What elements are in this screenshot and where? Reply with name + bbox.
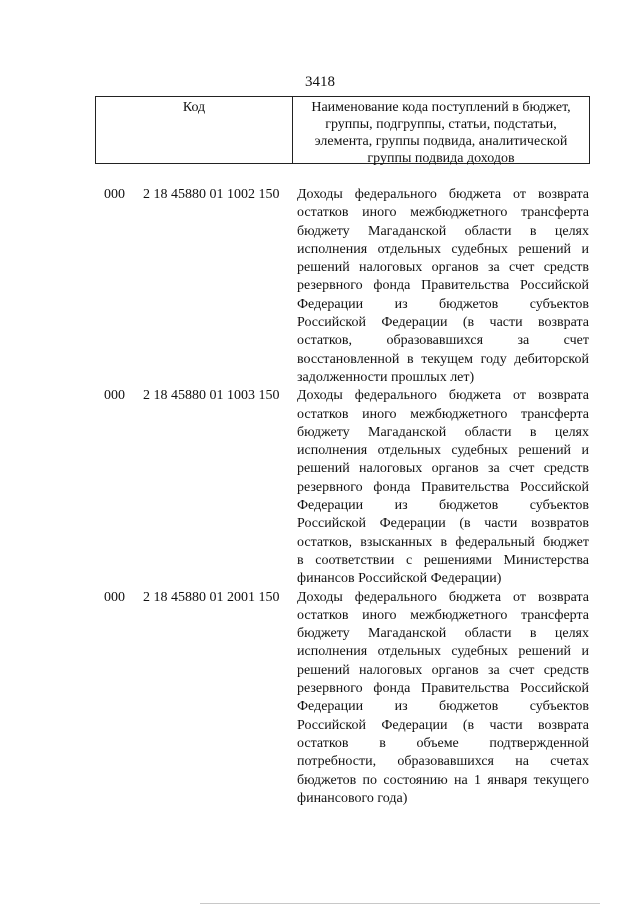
- entry-admin-code: 000: [104, 589, 125, 605]
- entry-description-line: резервного фонда Правительства Российской: [297, 278, 589, 294]
- entry-description: [297, 589, 589, 809]
- entry-description-line: Российской Федерации (в части возврата: [297, 717, 589, 733]
- entry-description-line: бюджету Магаданской области в целях: [297, 626, 589, 642]
- entry-description-line: бюджету Магаданской области в целях: [297, 223, 589, 239]
- entry-admin-code: 000: [104, 187, 125, 202]
- entry-description-line: исполнения отдельных судебных решений и: [297, 241, 589, 257]
- entry-admin-code: 000: [104, 388, 125, 404]
- entry-description-line: резервного фонда Правительства Российской: [297, 681, 589, 697]
- entry-description-line: остатков в объеме подтвержденной: [297, 735, 589, 751]
- entry-description-line: финансов Российской Федерации): [297, 571, 502, 587]
- entry-description-line: исполнения отдельных судебных решений и: [297, 443, 589, 459]
- entry-budget-code: 2 18 45880 01 1003 150: [143, 388, 280, 404]
- entry-description-line: бюджетов по состоянию на 1 января текущего: [297, 772, 589, 788]
- entry-description-line: Доходы федерального бюджета от возврата: [297, 388, 589, 404]
- entry-description-line: остатков иного межбюджетного трансферта: [297, 607, 589, 623]
- entry-description-line: Федерации из бюджетов субъектов: [297, 699, 589, 715]
- entry-description-line: остатков, образовавшихся за счет: [297, 333, 589, 349]
- table-header: [95, 96, 590, 164]
- entry-description-line: Российской Федерации (в части возвратов: [297, 516, 589, 532]
- entry-description-line: остатков иного межбюджетного трансферта: [297, 406, 589, 422]
- table-row: [0, 186, 640, 387]
- entry-description-line: восстановленной в текущем году дебиторской: [297, 351, 589, 367]
- entry-description-line: задолженности прошлых лет): [297, 369, 475, 385]
- entry-description-line: остатков, взысканных в федеральный бюджет: [297, 534, 589, 550]
- page-number: 3418: [305, 74, 335, 90]
- entry-description-line: Федерации из бюджетов субъектов: [297, 498, 589, 514]
- entry-description-line: решений налоговых органов за счет средств: [297, 662, 589, 678]
- scan-artifact-line: [200, 903, 600, 904]
- table-row: [0, 387, 640, 588]
- entry-description: [297, 387, 589, 588]
- header-code-label: Код: [96, 97, 293, 163]
- entry-description-line: решений налоговых органов за счет средств: [297, 260, 589, 276]
- entry-description-line: финансового года): [297, 790, 408, 806]
- entry-description-line: Доходы федерального бюджета от возврата: [297, 589, 589, 605]
- entry-description-line: резервного фонда Правительства Российской: [297, 479, 589, 495]
- table-row: [0, 589, 640, 809]
- header-name-label: Наименование кода поступлений в бюджет, группы, подгруппы, статьи, подстатьи, элемента, группы подвида, аналитической группы подвида доходов: [311, 100, 571, 166]
- entry-description-line: в соответствии с решениями Министерства: [297, 552, 589, 568]
- entry-description-line: Федерации из бюджетов субъектов: [297, 296, 589, 312]
- entry-description-line: решений налоговых органов за счет средств: [297, 461, 589, 477]
- entry-description-line: исполнения отдельных судебных решений и: [297, 644, 589, 660]
- entry-description: [297, 186, 589, 387]
- entry-description-line: Российской Федерации (в части возврата: [297, 315, 589, 331]
- entry-description-line: потребности, образовавшихся на счетах: [297, 754, 589, 770]
- entry-description-line: остатков иного межбюджетного трансферта: [297, 205, 589, 221]
- entry-budget-code: 2 18 45880 01 2001 150: [143, 589, 280, 605]
- entries-list: [0, 186, 640, 808]
- entry-description-line: бюджету Магаданской области в целях: [297, 424, 589, 440]
- entry-description-line: Доходы федерального бюджета от возврата: [297, 187, 589, 202]
- entry-budget-code: 2 18 45880 01 1002 150: [143, 187, 280, 202]
